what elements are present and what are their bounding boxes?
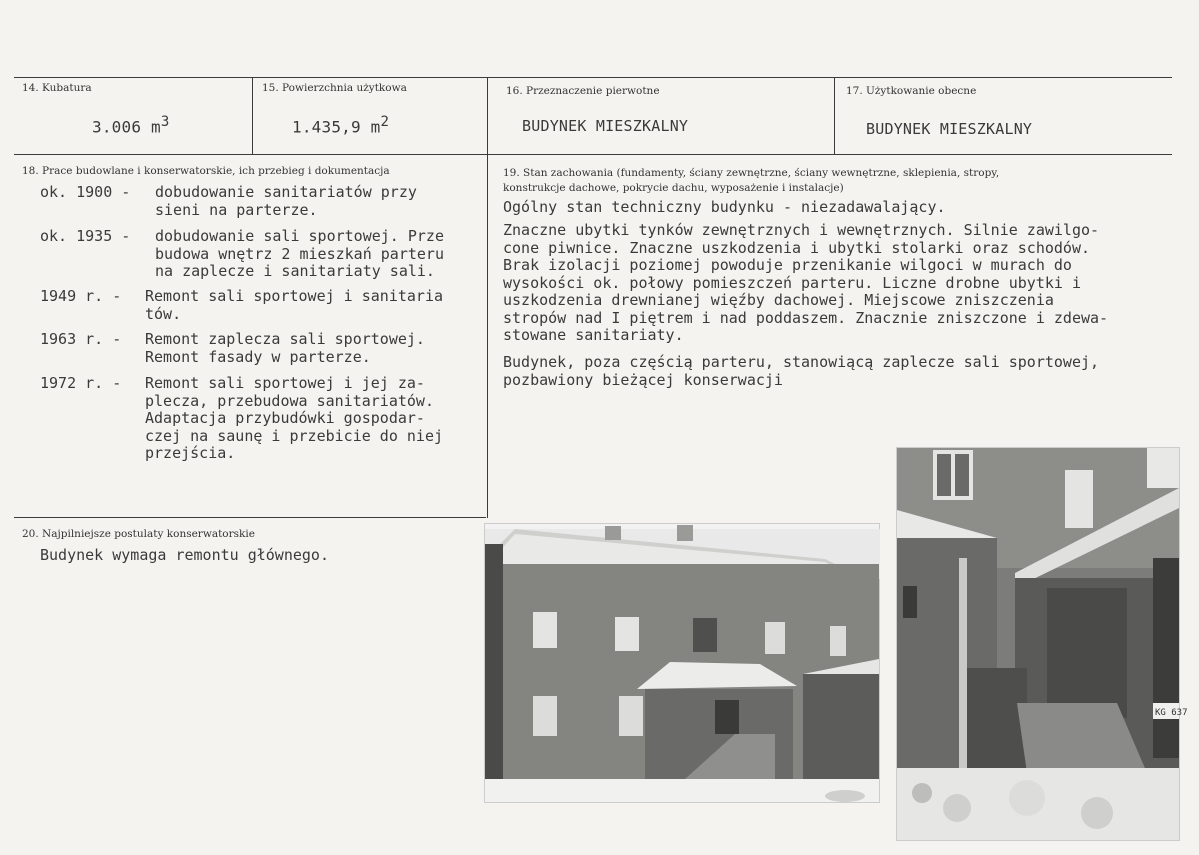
works-date-3: 1949 r. -: [40, 287, 122, 305]
postulates-text: Budynek wymaga remontu głównego.: [40, 546, 329, 564]
condition-summary: Ogólny stan techniczny budynku - niezadawalający.: [503, 198, 946, 216]
condition-conservation: Budynek, poza częścią parteru, stanowiącą zaplecze sali sportowej, pozbawiony bieżącej konserwacji: [503, 353, 1100, 389]
works-text-1: dobudowanie sanitariatów przy sieni na parterze.: [155, 183, 417, 219]
works-text-2: dobudowanie sali sportowej. Prze budowa wnętrz 2 mieszkań parteru na zaplecze i sanitariaty sali.: [155, 227, 444, 280]
building-photo-courtyard: [485, 524, 879, 802]
powierzchnia-value: [292, 114, 389, 136]
condition-label-line1: 19. Stan zachowania (fundamenty, ściany zewnętrzne, ściany wewnętrzne, sklepienia, stropy,: [503, 167, 1000, 179]
przeznaczenie-value: BUDYNEK MIESZKALNY: [522, 117, 689, 135]
condition-details: Znaczne ubytki tynków zewnętrznych i wewnętrznych. Silnie zawilgo- cone piwnice. Znaczne uszkodzenia i ubytki stolarki oraz schodów. Brak izolacji poziomej powoduje przenikanie wilgoci w murach do wysokości ok. połowy pomieszczeń parteru. Liczne drobne ubytki i uszkodzenia drewnianej więźby dachowej. Miejscowe zniszczenia stropów nad I piętrem i nad poddaszem. Znacznie zniszczone i zdewa- stowane sanitariaty.: [503, 221, 1109, 344]
works-text-4: Remont zaplecza sali sportowej. Remont fasady w parterze.: [145, 330, 425, 366]
col-divider-3: [834, 78, 835, 155]
kubatura-label: 14. Kubatura: [22, 82, 92, 94]
uzytkowanie-value: BUDYNEK MIESZKALNY: [866, 120, 1033, 138]
kubatura-number: 3.006 m: [92, 117, 161, 137]
works-date-4: 1963 r. -: [40, 330, 122, 348]
photo-yard-image: [897, 448, 1188, 840]
works-label: 18. Prace budowlane i konserwatorskie, ich przebieg i dokumentacja: [22, 165, 390, 177]
building-photo-yard: [897, 448, 1188, 840]
works-bottom-rule: [14, 517, 486, 518]
photo-courtyard-image: [485, 524, 879, 802]
truck-plate-text: KG 637: [1155, 708, 1188, 718]
works-text-5: Remont sali sportowej i jej za- plecza, przebudowa sanitariatów. Adaptacja przybudówki gospodar- czej na saunę i przebicie do niej przejścia.: [145, 374, 444, 462]
works-date-1: ok. 1900 -: [40, 183, 131, 201]
powierzchnia-label: 15. Powierzchnia użytkowa: [262, 82, 407, 94]
przeznaczenie-label: 16. Przeznaczenie pierwotne: [506, 85, 660, 97]
condition-label-line2: konstrukcje dachowe, pokrycie dachu, wyposażenie i instalacje): [503, 182, 844, 194]
uzytkowanie-label: 17. Użytkowanie obecne: [846, 85, 977, 97]
col-divider-2: [487, 78, 488, 518]
header-bottom-rule: [14, 154, 1172, 155]
powierzchnia-unit-exponent: 2: [380, 114, 390, 130]
powierzchnia-number: 1.435,9 m: [292, 117, 381, 137]
top-rule: [14, 77, 1172, 78]
col-divider-1: [252, 78, 253, 155]
kubatura-value: [92, 114, 169, 136]
postulates-label: 20. Najpilniejsze postulaty konserwatorskie: [22, 528, 255, 540]
kubatura-unit-exponent: 3: [160, 114, 170, 130]
works-text-3: Remont sali sportowej i sanitaria tów.: [145, 287, 444, 323]
works-date-5: 1972 r. -: [40, 374, 122, 392]
works-date-2: ok. 1935 -: [40, 227, 131, 245]
